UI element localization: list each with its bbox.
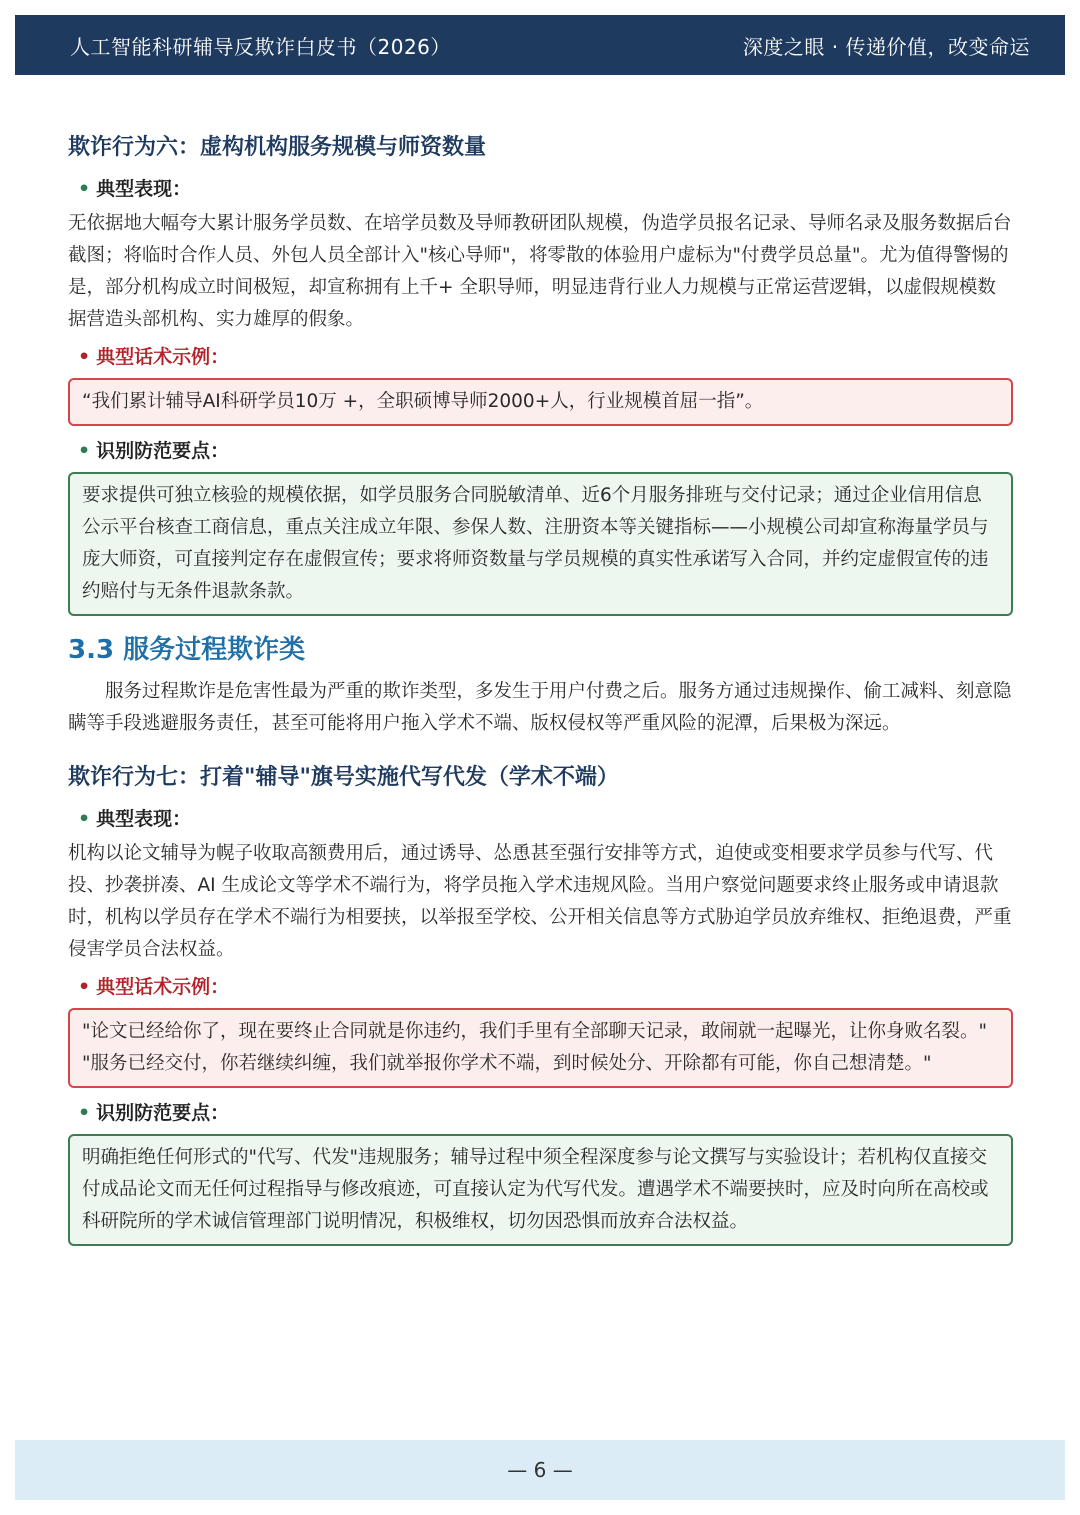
section6-script-box xyxy=(68,378,1013,426)
page-footer xyxy=(15,1440,1065,1500)
section7-prevent-label: • 识别防范要点： xyxy=(78,1102,230,1124)
section6-prevent-label: • 识别防范要点： xyxy=(78,440,230,462)
section6-typical-label: • 典型表现： xyxy=(78,178,192,200)
bullet-dot: • xyxy=(78,346,91,368)
section7-typical-text: 机构以论文辅导为幌子收取高额费用后，通过诱导、怂恿甚至强行安排等方式，迫使或变相要求学员参与代写、代投、抄袭拼凑、AI 生成论文等学术不端行为，将学员拖入学术违规风险。当用户察觉问题要求终止服务或申请退款时，机构以学员存在学术不端行为相要挟，以举报至学校、公开相关信息等方式胁迫学员放弃维权、拒绝退费，严重侵害学员合法权益。 xyxy=(68,843,1012,960)
header-slogan: 深度之眼 · 传递价值，改变命运 xyxy=(742,34,1030,59)
chapter-title: 3.3 服务过程欺诈类 xyxy=(68,635,306,665)
section7-script-box xyxy=(68,1008,1013,1088)
bullet-dot: • xyxy=(78,440,91,462)
bullet-dot: • xyxy=(78,178,91,200)
section6-typical-text: 无依据地大幅夸大累计服务学员数、在培学员数及导师教研团队规模，伪造学员报名记录、导师名录及服务数据后台截图；将临时合作人员、外包人员全部计入"核心导师"，将零散的体验用户虚标为"付费学员总量"。尤为值得警惕的是，部分机构成立时间极短，却宣称拥有上千+ 全职导师，明显违背行业人力规模与正常运营逻辑，以虚假规模数据营造头部机构、实力雄厚的假象。 xyxy=(68,213,1012,330)
chapter-intro: 服务过程欺诈是危害性最为严重的欺诈类型，多发生于用户付费之后。服务方通过违规操作、偷工减料、刻意隐瞒等手段逃避服务责任，甚至可能将用户拖入学术不端、版权侵权等严重风险的泥潭，后果极为深远。 xyxy=(68,681,1012,734)
section7-prevent-box: 明确拒绝任何形式的"代写、代发"违规服务；辅导过程中须全程深度参与论文撰写与实验设计；若机构仅直接交付成品论文而无任何过程指导与修改痕迹，可直接认定为代写代发。遭遇学术不端要挟时，应及时向所在高校或科研院所的学术诚信管理部门说明情况，积极维权，切勿因恐惧而放弃合法权益。 xyxy=(68,1134,1013,1246)
bullet-dot: • xyxy=(78,808,91,830)
page-header xyxy=(15,15,1065,75)
script-line: "服务已经交付，你若继续纠缠，我们就举报你学术不端，到时候处分、开除都有可能，你自己想清楚。" xyxy=(82,1053,932,1074)
bullet-dot: • xyxy=(78,976,91,998)
section6-script-label: • 典型话术示例： xyxy=(78,346,230,368)
section7-title: 欺诈行为七：打着"辅导"旗号实施代写代发（学术不端） xyxy=(68,765,619,790)
section7-typical-label: • 典型表现： xyxy=(78,808,192,830)
bullet-dot: • xyxy=(78,1102,91,1124)
section7-script-label: • 典型话术示例： xyxy=(78,976,230,998)
script-line: “我们累计辅导AI科研学员10万 +，全职硕博导师2000+人，行业规模首屈一指”。 xyxy=(82,391,764,412)
section6-prevent-box: 要求提供可独立核验的规模依据，如学员服务合同脱敏清单、近6个月服务排班与交付记录；通过企业信用信息公示平台核查工商信息，重点关注成立年限、参保人数、注册资本等关键指标——小规模公司却宣称海量学员与庞大师资，可直接判定存在虚假宣传；要求将师资数量与学员规模的真实性承诺写入合同，并约定虚假宣传的违约赔付与无条件退款条款。 xyxy=(68,472,1013,616)
page-content xyxy=(68,128,1013,1256)
header-title: 人工智能科研辅导反欺诈白皮书（2026） xyxy=(70,34,451,59)
section6-title: 欺诈行为六：虚构机构服务规模与师资数量 xyxy=(68,135,487,160)
script-line: "论文已经给你了，现在要终止合同就是你违约，我们手里有全部聊天记录，敢闹就一起曝光，让你身败名裂。" xyxy=(82,1021,988,1042)
page-number: — 6 — xyxy=(507,1458,573,1482)
